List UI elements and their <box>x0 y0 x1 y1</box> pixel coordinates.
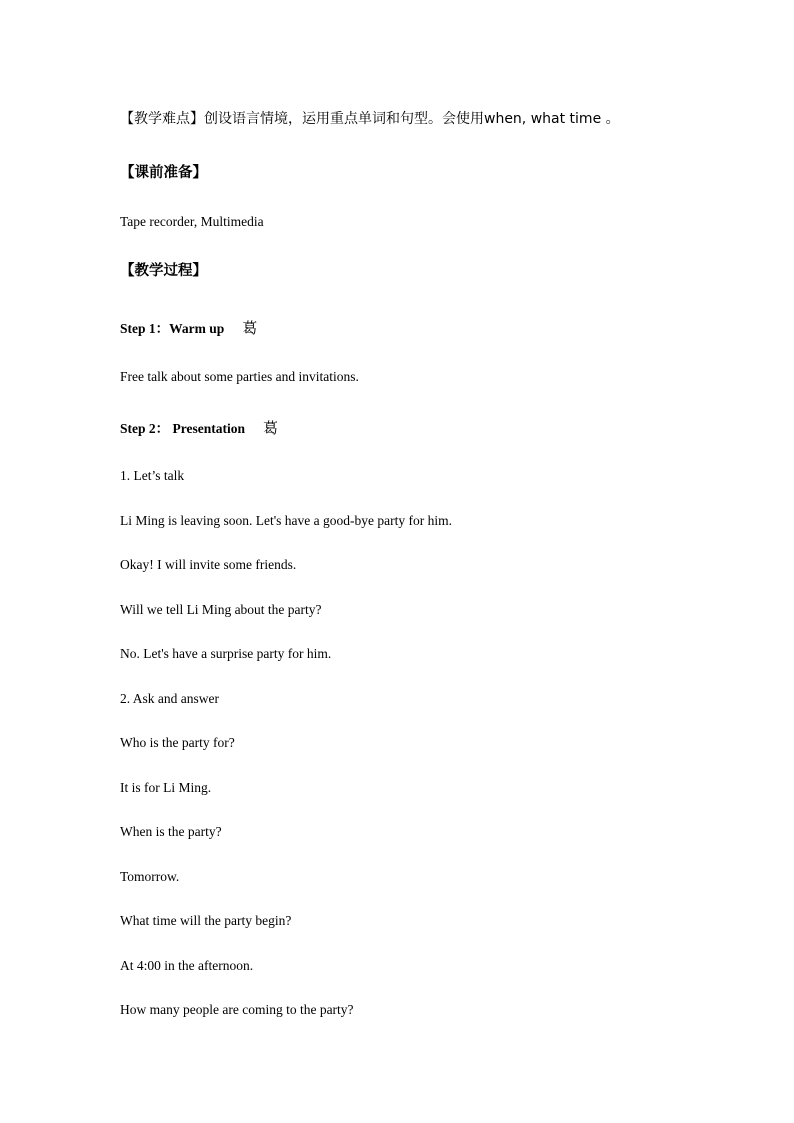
step1-title-line <box>120 319 257 338</box>
dialogue-line: When is the party? <box>120 824 222 839</box>
dialogue-line: No. Let's have a surprise party for him. <box>120 646 332 661</box>
step1-title: Step 1：Warm up <box>120 321 225 336</box>
dialogue-line: 2. Ask and answer <box>120 691 219 706</box>
process-heading: 【教学过程】 <box>120 263 207 279</box>
dialogue-line: 1. Let’s talk <box>120 468 185 483</box>
dialogue-line: Okay! I will invite some friends. <box>120 557 297 572</box>
teaching-difficulty-text: 创设语言情境，运用重点单词和句型。会使用when, what time 。 <box>204 111 620 127</box>
preparation-text: Tape recorder, Multimedia <box>120 214 264 229</box>
step2-title: Step 2： Presentation <box>120 421 245 436</box>
step2-title-line <box>120 419 278 438</box>
dialogue-line: At 4:00 in the afternoon. <box>120 958 254 973</box>
teaching-difficulty <box>120 110 620 128</box>
teaching-difficulty-label: 【教学难点】 <box>120 111 204 127</box>
dialogue-line: Will we tell Li Ming about the party? <box>120 602 322 617</box>
step1-glyph-icon: 葛 <box>242 319 258 337</box>
step2-glyph-icon: 葛 <box>263 419 279 437</box>
dialogue-line: What time will the party begin? <box>120 913 292 928</box>
step1-text: Free talk about some parties and invitations. <box>120 369 359 384</box>
dialogue-line: Tomorrow. <box>120 869 180 884</box>
dialogue-line: Who is the party for? <box>120 735 235 750</box>
dialogue-line: It is for Li Ming. <box>120 780 212 795</box>
dialogue-line: How many people are coming to the party? <box>120 1002 354 1017</box>
dialogue-line: Li Ming is leaving soon. Let's have a good-bye party for him. <box>120 513 452 528</box>
preparation-heading: 【课前准备】 <box>120 165 207 181</box>
